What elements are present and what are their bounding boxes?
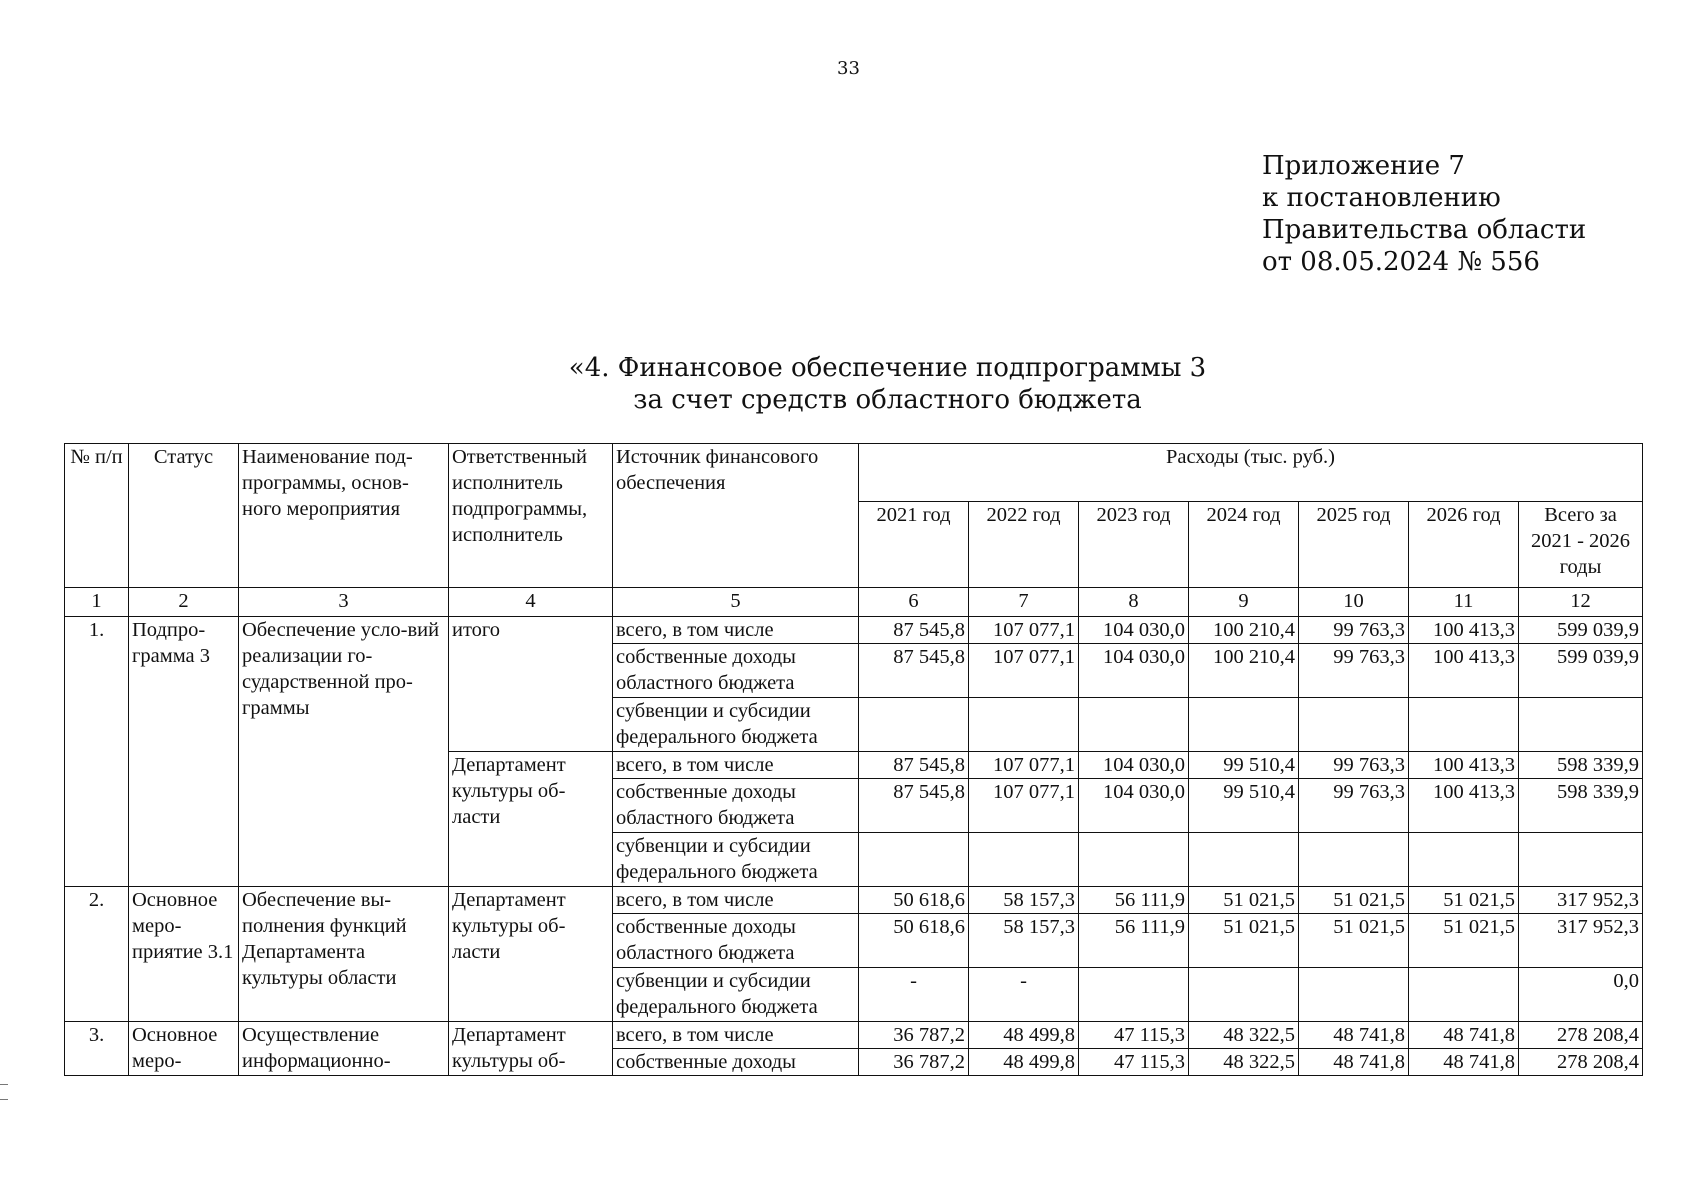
value-cell: 99 510,4 [1189,752,1299,779]
appendix-block [1262,150,1586,278]
column-number: 1 [65,588,129,617]
value-cell: 36 787,2 [859,1022,969,1049]
value-cell: 50 618,6 [859,914,969,968]
value-cell: 51 021,5 [1299,887,1409,914]
value-cell: 99 763,3 [1299,644,1409,698]
column-number: 8 [1079,588,1189,617]
value-cell: 599 039,9 [1519,644,1643,698]
title-line: «4. Финансовое обеспечение подпрограммы 3 [568,353,1207,383]
row-source: субвенции и субсидии федерального бюджета [613,698,859,752]
value-cell: 87 545,8 [859,617,969,644]
value-cell: 598 339,9 [1519,752,1643,779]
column-number: 6 [859,588,969,617]
value-cell: 100 413,3 [1409,779,1519,833]
value-cell: 87 545,8 [859,644,969,698]
row-executor: Департамент культуры об-ласти [449,887,613,1022]
column-number: 11 [1409,588,1519,617]
value-cell [1519,698,1643,752]
header-year: 2022 год [969,502,1079,588]
value-cell: 100 210,4 [1189,617,1299,644]
page-number: 33 [837,58,860,79]
row-source: собственные доходы [613,1049,859,1076]
value-cell: 51 021,5 [1189,887,1299,914]
value-cell: 99 763,3 [1299,779,1409,833]
header-expenses: Расходы (тыс. руб.) [859,444,1643,502]
row-source: всего, в том числе [613,1022,859,1049]
value-cell: 48 322,5 [1189,1022,1299,1049]
value-cell [1299,833,1409,887]
value-cell [1409,968,1519,1022]
row-source: собственные доходы областного бюджета [613,914,859,968]
value-cell: 48 499,8 [969,1049,1079,1076]
value-cell [859,833,969,887]
value-cell [1189,833,1299,887]
value-cell: 51 021,5 [1409,887,1519,914]
title-line: за счет средств областного бюджета [633,385,1142,415]
value-cell: 47 115,3 [1079,1022,1189,1049]
row-number: 3. [65,1022,129,1076]
value-cell [1079,968,1189,1022]
column-number: 7 [969,588,1079,617]
value-cell: 99 763,3 [1299,752,1409,779]
value-cell: 58 157,3 [969,887,1079,914]
margin-mark [0,1084,8,1100]
value-cell: 48 322,5 [1189,1049,1299,1076]
table-row [65,887,1643,914]
column-number: 5 [613,588,859,617]
column-number: 3 [239,588,449,617]
column-number: 10 [1299,588,1409,617]
row-source: всего, в том числе [613,617,859,644]
value-cell [1299,698,1409,752]
value-cell [1079,698,1189,752]
appendix-line: от 08.05.2024 № 556 [1262,247,1540,277]
value-cell: 317 952,3 [1519,887,1643,914]
value-cell: 100 413,3 [1409,644,1519,698]
value-cell: 36 787,2 [859,1049,969,1076]
value-cell [1299,968,1409,1022]
appendix-line: к постановлению [1262,183,1501,213]
value-cell [1409,698,1519,752]
header-year: 2025 год [1299,502,1409,588]
column-numbers-row [65,588,1643,617]
row-name: Обеспечение вы-полнения функций Департамента культуры области [239,887,449,1022]
value-cell: 599 039,9 [1519,617,1643,644]
value-cell: 104 030,0 [1079,752,1189,779]
row-source: субвенции и субсидии федерального бюджета [613,833,859,887]
value-cell: 107 077,1 [969,617,1079,644]
value-cell [859,698,969,752]
column-number: 12 [1519,588,1643,617]
value-cell: 51 021,5 [1299,914,1409,968]
row-source: субвенции и субсидии федерального бюджета [613,968,859,1022]
header-year: 2023 год [1079,502,1189,588]
value-cell: 48 741,8 [1409,1049,1519,1076]
value-cell: 47 115,3 [1079,1049,1189,1076]
value-cell [1079,833,1189,887]
row-source: собственные доходы областного бюджета [613,644,859,698]
value-cell: 100 413,3 [1409,617,1519,644]
row-number: 2. [65,887,129,1022]
value-cell: 51 021,5 [1189,914,1299,968]
value-cell: 278 208,4 [1519,1022,1643,1049]
header-executor: Ответственный исполнитель подпрограммы, исполнитель [449,444,613,588]
header-year: 2024 год [1189,502,1299,588]
value-cell: 99 763,3 [1299,617,1409,644]
value-cell: 0,0 [1519,968,1643,1022]
header-source: Источник финансового обеспечения [613,444,859,588]
header-total: Всего за 2021 - 2026 годы [1519,502,1643,588]
header-year: 2021 год [859,502,969,588]
value-cell: 317 952,3 [1519,914,1643,968]
value-cell: 100 413,3 [1409,752,1519,779]
row-name: Осуществление информационно- [239,1022,449,1076]
table-row [65,1022,1643,1049]
value-cell: 278 208,4 [1519,1049,1643,1076]
value-cell: 598 339,9 [1519,779,1643,833]
column-number: 4 [449,588,613,617]
row-source: всего, в том числе [613,887,859,914]
row-executor: итого [449,617,613,752]
row-number: 1. [65,617,129,887]
appendix-line: Приложение 7 [1262,151,1465,181]
value-cell [969,833,1079,887]
column-number: 9 [1189,588,1299,617]
row-source: собственные доходы областного бюджета [613,779,859,833]
value-cell [969,698,1079,752]
value-cell: - [859,968,969,1022]
row-executor: Департамент культуры об- [449,1022,613,1076]
value-cell: 104 030,0 [1079,617,1189,644]
header-num: № п/п [65,444,129,588]
value-cell: 56 111,9 [1079,914,1189,968]
value-cell [1189,968,1299,1022]
value-cell: 107 077,1 [969,752,1079,779]
appendix-line: Правительства области [1262,215,1587,245]
row-status: Основное меро-приятие 3.1 [129,887,239,1022]
value-cell: 56 111,9 [1079,887,1189,914]
value-cell: 50 618,6 [859,887,969,914]
value-cell [1409,833,1519,887]
row-status: Основное меро- [129,1022,239,1076]
value-cell: 104 030,0 [1079,644,1189,698]
value-cell: 87 545,8 [859,752,969,779]
value-cell: 51 021,5 [1409,914,1519,968]
value-cell: - [969,968,1079,1022]
value-cell: 104 030,0 [1079,779,1189,833]
header-name: Наименование под-программы, основ-ного мероприятия [239,444,449,588]
value-cell: 100 210,4 [1189,644,1299,698]
value-cell: 87 545,8 [859,779,969,833]
financing-table [64,443,1643,1076]
header-year: 2026 год [1409,502,1519,588]
header-status: Статус [129,444,239,588]
value-cell: 107 077,1 [969,779,1079,833]
row-name: Обеспечение усло-вий реализации го-сударственной про-граммы [239,617,449,887]
value-cell: 48 741,8 [1409,1022,1519,1049]
value-cell: 99 510,4 [1189,779,1299,833]
document-title [0,352,1697,416]
table-row [65,617,1643,644]
row-executor: Департамент культуры об-ласти [449,752,613,887]
row-status: Подпро-грамма 3 [129,617,239,887]
value-cell [1189,698,1299,752]
value-cell: 48 741,8 [1299,1049,1409,1076]
value-cell: 48 741,8 [1299,1022,1409,1049]
value-cell: 58 157,3 [969,914,1079,968]
column-number: 2 [129,588,239,617]
row-source: всего, в том числе [613,752,859,779]
value-cell [1519,833,1643,887]
value-cell: 107 077,1 [969,644,1079,698]
value-cell: 48 499,8 [969,1022,1079,1049]
